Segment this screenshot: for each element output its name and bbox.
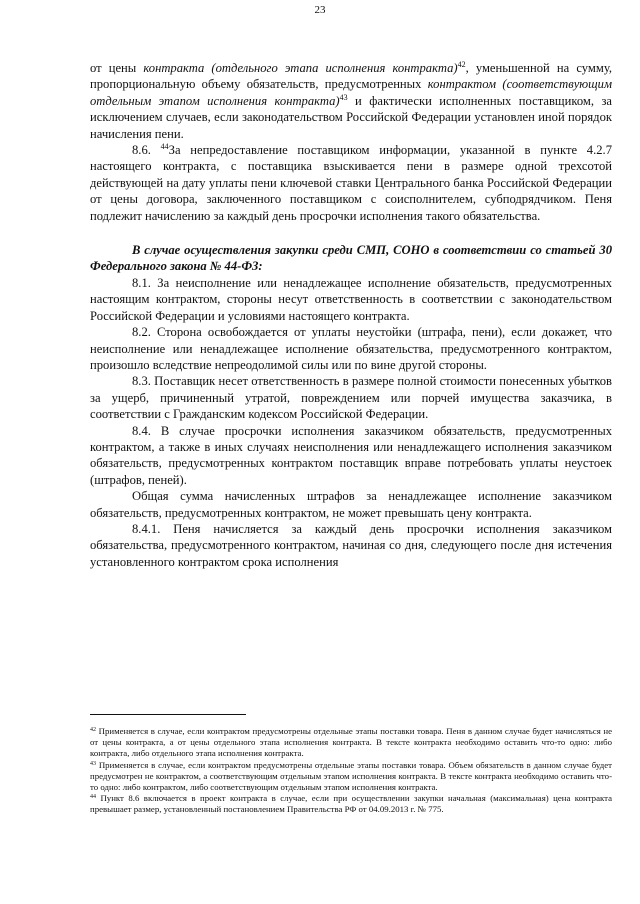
footnote-text: Применяется в случае, если контрактом предусмотрены отдельные этапы поставки товара. Пеня в данном случае будет начисляться не от цены контракта, а от цены отдельного этапа исполнения контракта. В тексте контракта необходимо оставить что-то одно: либо контракта, либо отдельного этапа исполнения контракта.	[90, 726, 612, 759]
footnote-44	[90, 793, 612, 815]
footnote-text: Пункт 8.6 включается в проект контракта в случае, если при осуществлении закупки начальная (максимальная) цена контракта превышает размер, установленный постановлением Правительства РФ от 04.09.2013 г. № 775.	[90, 793, 612, 815]
text: от цены	[90, 61, 144, 75]
clause-number: 8.6.	[132, 143, 161, 158]
paragraph-fines-total: Общая сумма начисленных штрафов за ненадлежащее исполнение заказчиком обязательств, предусмотренных контрактом, не может превышать цену контракта.	[90, 489, 612, 520]
footnote-number: 44	[90, 794, 96, 801]
footnote-divider	[90, 714, 246, 715]
section-heading: В случае осуществления закупки среди СМП, СОНО в соответствии со статьей 30 Федерального закона № 44-ФЗ:	[90, 243, 612, 274]
footnote-number: 43	[90, 760, 96, 767]
paragraph-8-1: 8.1. За неисполнение или ненадлежащее исполнение обязательств, предусмотренных настоящим контрактом, стороны несут ответственность в соответствии с законодательством Российской Федерации и условиями настоящего контракта.	[90, 275, 612, 323]
footnotes	[90, 726, 612, 816]
page-number: 23	[314, 4, 326, 16]
paragraph-8-6	[90, 142, 612, 224]
footnote-text: Применяется в случае, если контрактом предусмотрены отдельные этапы поставки товара. Объем обязательств в данном случае будет предусмотрен не контрактом, а соответствующим отдельным этапом исполнения контракта. В тексте контракта необходимо оставить что-то одно: либо контрактом, либо соответствующим отдельным этапом исполнения контракта.	[90, 759, 612, 793]
footnote-42	[90, 726, 612, 760]
footnote-number: 42	[90, 727, 96, 733]
text: За непредоставление поставщиком информации, указанной в пункте 4.2.7 настоящего контракта, с поставщика взыскивается пени в размере одной трехсотой действующей на дату уплаты пени ключевой ставки Центрального банка Российской Федерации от цены договора, заключенного поставщиком с соисполнителем, субподрядчиком. Пеня подлежит начислению за каждый день просрочки исполнения такого обязательства.	[90, 143, 612, 223]
italic-text: контракта (отдельного этапа исполнения контракта)	[143, 61, 458, 75]
footnote-43	[90, 760, 612, 794]
footnote-ref-43: 43	[339, 92, 348, 102]
paragraph-8-4: 8.4. В случае просрочки исполнения заказчиком обязательств, предусмотренных контрактом, а также в иных случаях неисполнения или ненадлежащего исполнения заказчиком обязательств, предусмотренных контрактом поставщик вправе потребовать уплаты неустоек (штрафов, пеней).	[90, 423, 612, 487]
italic-text: контрактом (соответствующим отдельным этапом исполнения контракта)	[90, 77, 613, 108]
paragraph-8-3: 8.3. Поставщик несет ответственность в размере полной стоимости понесенных убытков за ущерб, причиненный утратой, повреждением или порчей имущества заказчика, в соответствии с Гражданским кодексом Российской Федерации.	[90, 374, 612, 422]
text: , уменьшенной на сумму, пропорциональную объему обязательств, предусмотренных	[90, 61, 613, 92]
document-body	[90, 60, 612, 570]
footnote-ref-42: 42	[457, 60, 466, 69]
paragraph-8-4-1: 8.4.1. Пеня начисляется за каждый день просрочки исполнения заказчиком обязательства, предусмотренного контрактом, начиная со дня, следующего после дня истечения установленного контрактом срока исполнения	[90, 521, 612, 569]
footnote-ref-44: 44	[160, 142, 169, 152]
paragraph-8-2: 8.2. Сторона освобождается от уплаты неустойки (штрафа, пени), если докажет, что неисполнение или ненадлежащее исполнение обязательства, предусмотренного контрактом, произошло вследствие непреодолимой силы или по вине другой стороны.	[90, 325, 612, 372]
text: и фактически исполненных поставщиком, за исключением случаев, если законодательством Российской Федерации установлен иной порядок начисления пени.	[90, 93, 613, 141]
paragraph-penalty-base	[90, 60, 612, 142]
